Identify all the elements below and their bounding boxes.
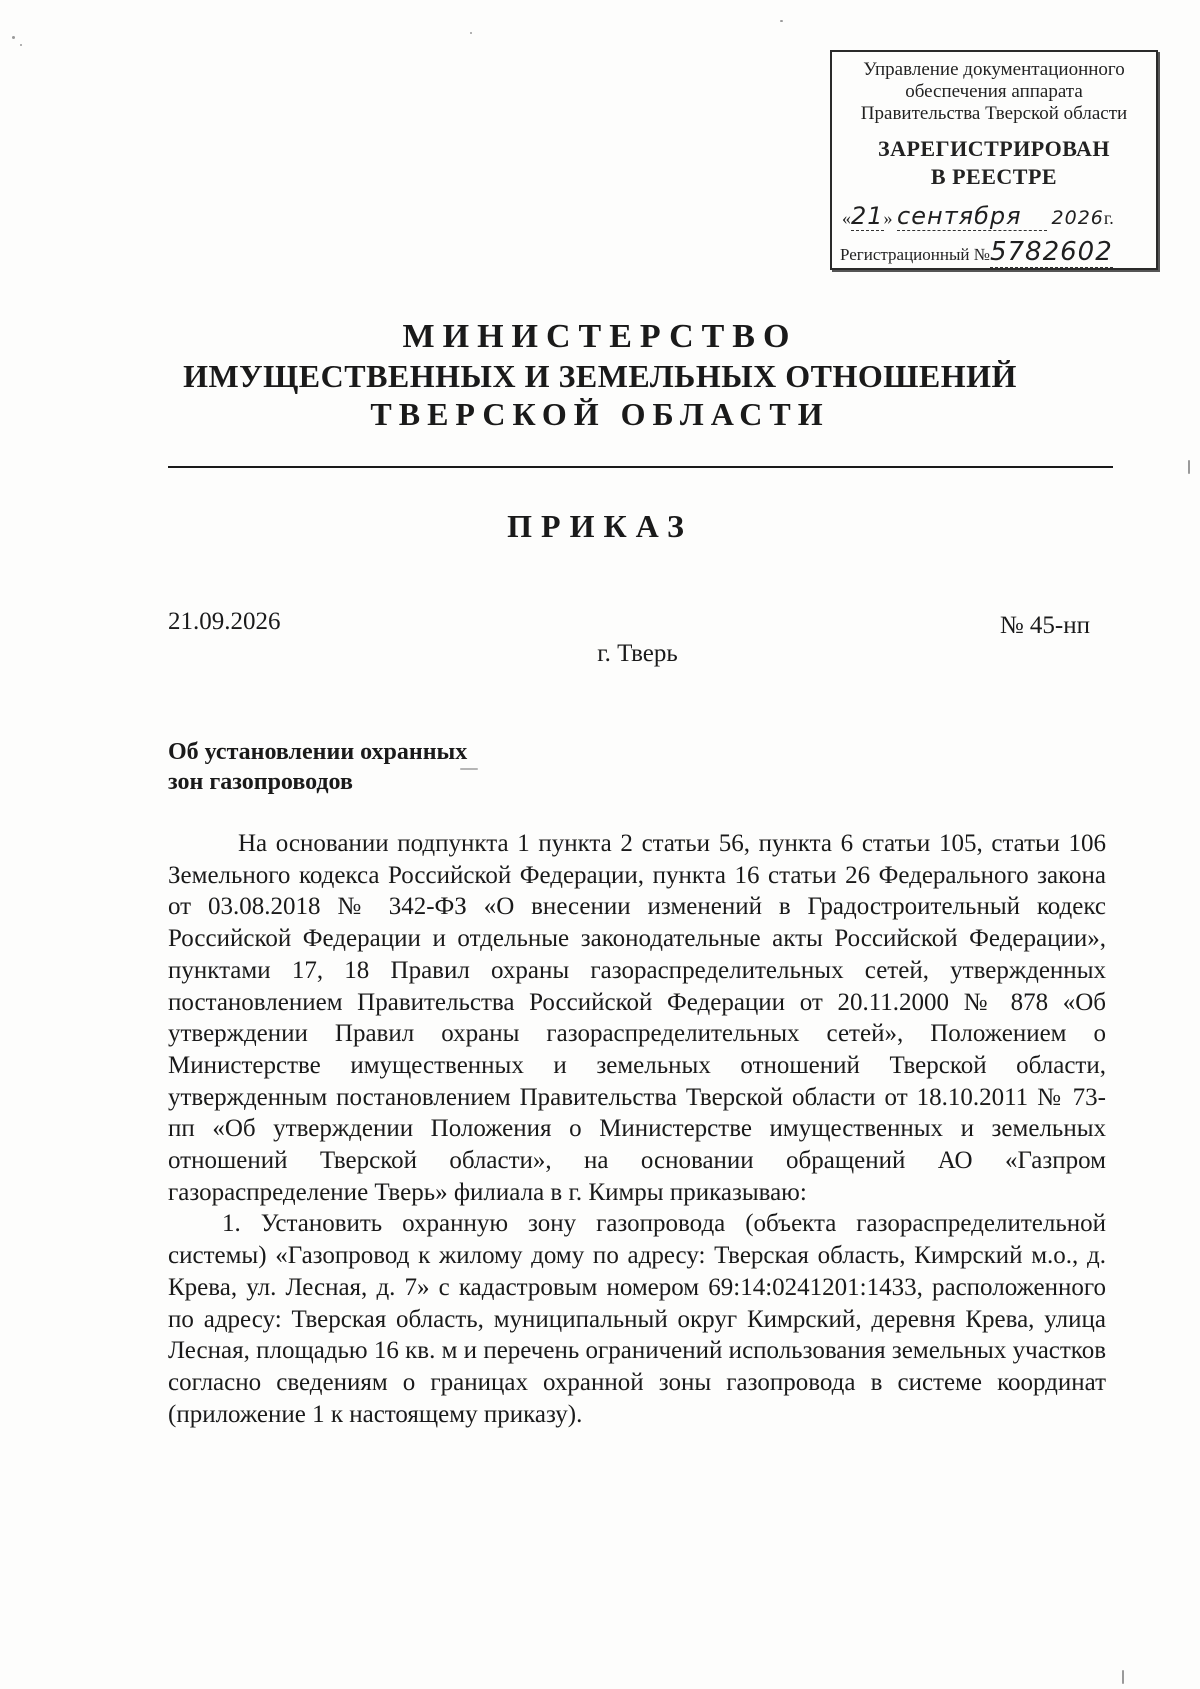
stamp-department: Управление документационного обеспечения аппарата Правительства Тверской области bbox=[860, 59, 1128, 124]
stamp-regnum-label: Регистрационный № bbox=[840, 245, 990, 264]
order-date: 21.09.2026 bbox=[168, 608, 281, 635]
scan-speck bbox=[1122, 1670, 1124, 1684]
registration-stamp bbox=[830, 50, 1158, 270]
ministry-heading-line2: ИМУЩЕСТВЕННЫХ И ЗЕМЕЛЬНЫХ ОТНОШЕНИЙ bbox=[183, 358, 1017, 394]
scan-speck bbox=[20, 44, 22, 46]
ministry-heading-line3: ТВЕРСКОЙ ОБЛАСТИ bbox=[370, 396, 830, 432]
scan-speck bbox=[1188, 460, 1190, 474]
order-item-1: 1. Установить охранную зону газопровода (объекта газораспределительной системы) «Газопровод к жилому дому по адресу: Тверская область, Кимрский м.о., д. Крева, ул. Лесная, д. 7» с кадастровым номером 69:14:0241201:1433, расположенного по адресу: Тверская область, муниципальный округ Кимрский, деревня Крева, улица Лесная, площадью 16 кв. м и перечень ограничений использования земельных участков согласно сведениям о границах охранной зоны газопровода в системе координат (приложение 1 к настоящему приказу). bbox=[168, 1210, 1106, 1428]
stamp-date-open-quote: « bbox=[842, 208, 851, 228]
scan-speck bbox=[780, 20, 783, 22]
stamp-date-day: 21 bbox=[851, 202, 884, 230]
stamp-date-month: сентября bbox=[897, 202, 1047, 231]
order-city: г. Тверь bbox=[597, 640, 678, 667]
stamp-regnum bbox=[840, 237, 1150, 268]
order-body bbox=[168, 828, 1106, 1430]
stamp-registered-label: ЗАРЕГИСТРИРОВАН В РЕЕСТРЕ bbox=[877, 136, 1111, 189]
stamp-date bbox=[842, 202, 1148, 232]
stamp-date-year: 2026 bbox=[1051, 207, 1104, 229]
scan-speck bbox=[470, 32, 472, 34]
order-subject: Об установлении охранных зон газопроводов bbox=[168, 739, 468, 795]
stamp-date-suffix: г. bbox=[1103, 208, 1114, 228]
order-number: № 45-нп bbox=[999, 612, 1090, 639]
order-title: ПРИКАЗ bbox=[507, 508, 693, 544]
order-preamble: На основании подпункта 1 пункта 2 статьи 56, пункта 6 статьи 105, статьи 106 Земельного кодекса Российской Федерации, пункта 16 статьи 26 Федерального закона от 03.08.2018 № 342-ФЗ «О внесении изменений в Градостроительный кодекс Российской Федерации и отдельные законодательные акты Российской Федерации», пунктами 17, 18 Правил охраны газораспределительных сетей, утвержденных постановлением Правительства Российской Федерации от 20.11.2000 № 878 «Об утверждении Правил охраны газораспределительных сетей», Положением о Министерстве имущественных и земельных отношений Тверской области, утвержденным постановлением Правительства Тверской области от 18.10.2011 № 73-пп «Об утверждении Положения о Министерстве имущественных и земельных отношений Тверской области», на основании обращений АО «Газпром газораспределение Тверь» филиала в г. Кимры приказываю: bbox=[168, 830, 1106, 1206]
ministry-heading-line1: МИНИСТЕРСТВО bbox=[402, 318, 798, 355]
header-divider bbox=[168, 466, 1113, 468]
scan-speck bbox=[12, 36, 15, 39]
scan-speck bbox=[460, 768, 478, 770]
stamp-regnum-value: 5782602 bbox=[989, 237, 1113, 267]
stamp-date-close-quote: » bbox=[883, 208, 893, 228]
